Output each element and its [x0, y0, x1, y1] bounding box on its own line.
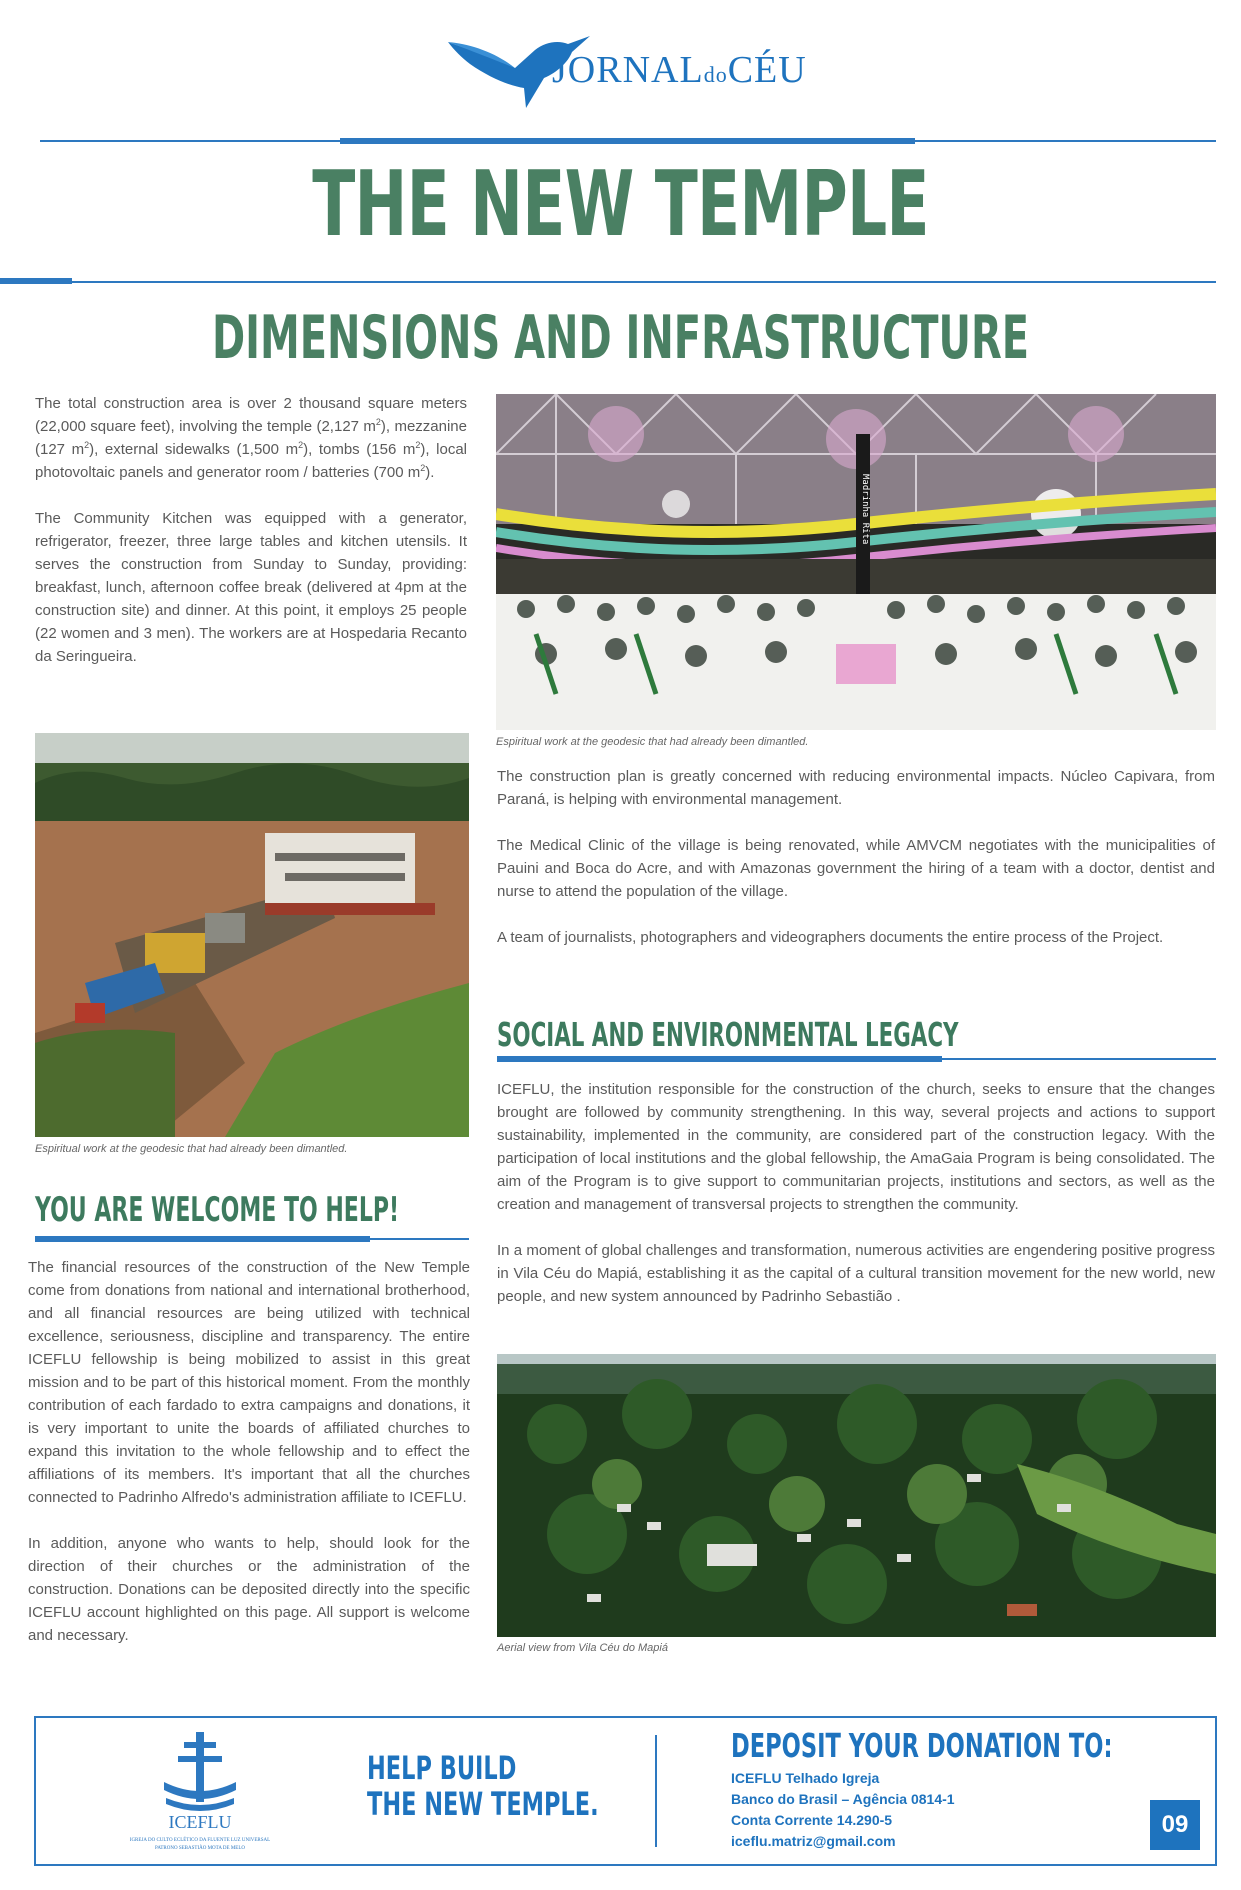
welcome-heading: YOU ARE WELCOME TO HELP!: [35, 1190, 400, 1230]
page-title: THE NEW TEMPLE: [312, 152, 929, 257]
help-build-line1: HELP BUILD: [367, 1749, 517, 1787]
photo-sign: Madrinha Rita: [860, 474, 870, 545]
photo-caption: Espiritual work at the geodesic that had already been dimantled.: [496, 736, 809, 748]
iceflu-patron: PATRONO SEBASTIÃO MOTA DE MELO: [155, 1846, 245, 1851]
page-number: 09: [1150, 1800, 1200, 1850]
legacy-heading: SOCIAL AND ENVIRONMENTAL LEGACY: [497, 1015, 959, 1054]
deposit-email-link[interactable]: iceflu.matriz@gmail.com: [731, 1833, 896, 1849]
iceflu-name: ICEFLU: [168, 1812, 232, 1832]
header-rule-thick: [340, 138, 915, 144]
legacy-rule-thin: [497, 1058, 1216, 1060]
journal-logo-text: JORNALdoCÉU: [552, 49, 807, 91]
ceremony-photo: [496, 394, 1216, 730]
section-subtitle: DIMENSIONS AND INFRASTRUCTURE: [211, 303, 1030, 373]
right-column-text: The construction plan is greatly concerned with reducing environmental impacts. Núcleo Capivara, from Paraná, is helping with environmental management. The Medical Clinic of the village is being renovated, while AMVCM negotiates with the municipalities of Pauini and Boca do Acre, and with Amazonas government the hiring of a team with a doctor, dentist and nurse to attend the population of the village. A team of journalists, photographers and videographers documents the entire process of the Project.: [497, 768, 1215, 946]
footer-divider: [655, 1735, 657, 1847]
iceflu-cross-logo-icon: [100, 1730, 300, 1855]
help-build-callout: [367, 1750, 599, 1822]
deposit-account-number: Conta Corrente 14.290-5: [731, 1812, 893, 1828]
aerial-caption: Aerial view from Vila Céu do Mapiá: [497, 1642, 668, 1654]
title-rule-thin: [0, 281, 1216, 283]
aerial-photo: [497, 1354, 1216, 1637]
barge-photo: [35, 733, 469, 1137]
photo-caption-left: Espiritual work at the geodesic that had already been dimantled.: [35, 1143, 348, 1155]
help-build-line2: THE NEW TEMPLE.: [367, 1785, 599, 1823]
intro-text: The total construction area is over 2 thousand square meters (22,000 square feet), involving the temple (2,127 $m^2$), mezzanine (127 $m^2$), external sidewalks (1,500 $m^2$), tombs (156 $m^2$), local photovoltaic panels and generator room / batteries (700 $m^2$). The Community Kitchen was equipped with a generator, refrigerator, freezer, three large tables and kitchen utensils. It serves the construction from Sunday to Sunday, providing: breakfast, lunch, afternoon coffee break (delivered at 4pm at the construction site) and dinner. At this point, it employs 25 people (22 women and 3 men). The workers are at Hospedaria Recanto da Seringueira.: [35, 395, 467, 665]
deposit-bank: Banco do Brasil – Agência 0814-1: [731, 1791, 955, 1807]
welcome-rule-thin: [35, 1238, 469, 1240]
deposit-account-name: ICEFLU Telhado Igreja: [731, 1770, 880, 1786]
deposit-heading: DEPOSIT YOUR DONATION TO:: [731, 1726, 1113, 1765]
legacy-text: ICEFLU, the institution responsible for the construction of the church, seeks to ensure that the changes brought are followed by community strengthening. In this way, several projects and actions to support sustainability, implemented in the community, are considered part of the construction legacy. With the participation of local institutions and the global fellowship, the AmaGaia Program is being consolidated. The aim of the Program is to give support to communitarian projects, institutions and sectors, as well as the creation and management of transversal projects to strengthen the community. In a moment of global challenges and transformation, numerous activities are engendering positive progress in Vila Céu do Mapiá, establishing it as the capital of a cultural transition movement for the new world, new people, and new system announced by Padrinho Sebastião .: [497, 1081, 1215, 1305]
iceflu-subtitle: IGREJA DO CULTO ECLÉTICO DA FLUENTE LUZ UNIVERSAL: [129, 1838, 271, 1843]
welcome-text: The financial resources of the construction of the New Temple come from donations from national and international brotherhood, and all financial resources are being utilized with technical excellence, seriousness, discipline and transparency. The entire ICEFLU fellowship is being mobilized to assist in this great mission and to be part of this historical moment. From the monthly contribution of each fardado to extra campaigns and donations, it is very important to unite the boards of affiliated churches to expand this invitation to the whole fellowship and to effect the affiliations of its members. It's important that all the churches connected to Padrinho Alfredo's administration affiliate to ICEFLU. In addition, anyone who wants to help, should look for the direction of their churches or the administration of the construction. Donations can be deposited directly into the specific ICEFLU account highlighted on this page. All support is welcome and necessary.: [28, 1259, 470, 1644]
title-rule-thick: [0, 278, 72, 284]
